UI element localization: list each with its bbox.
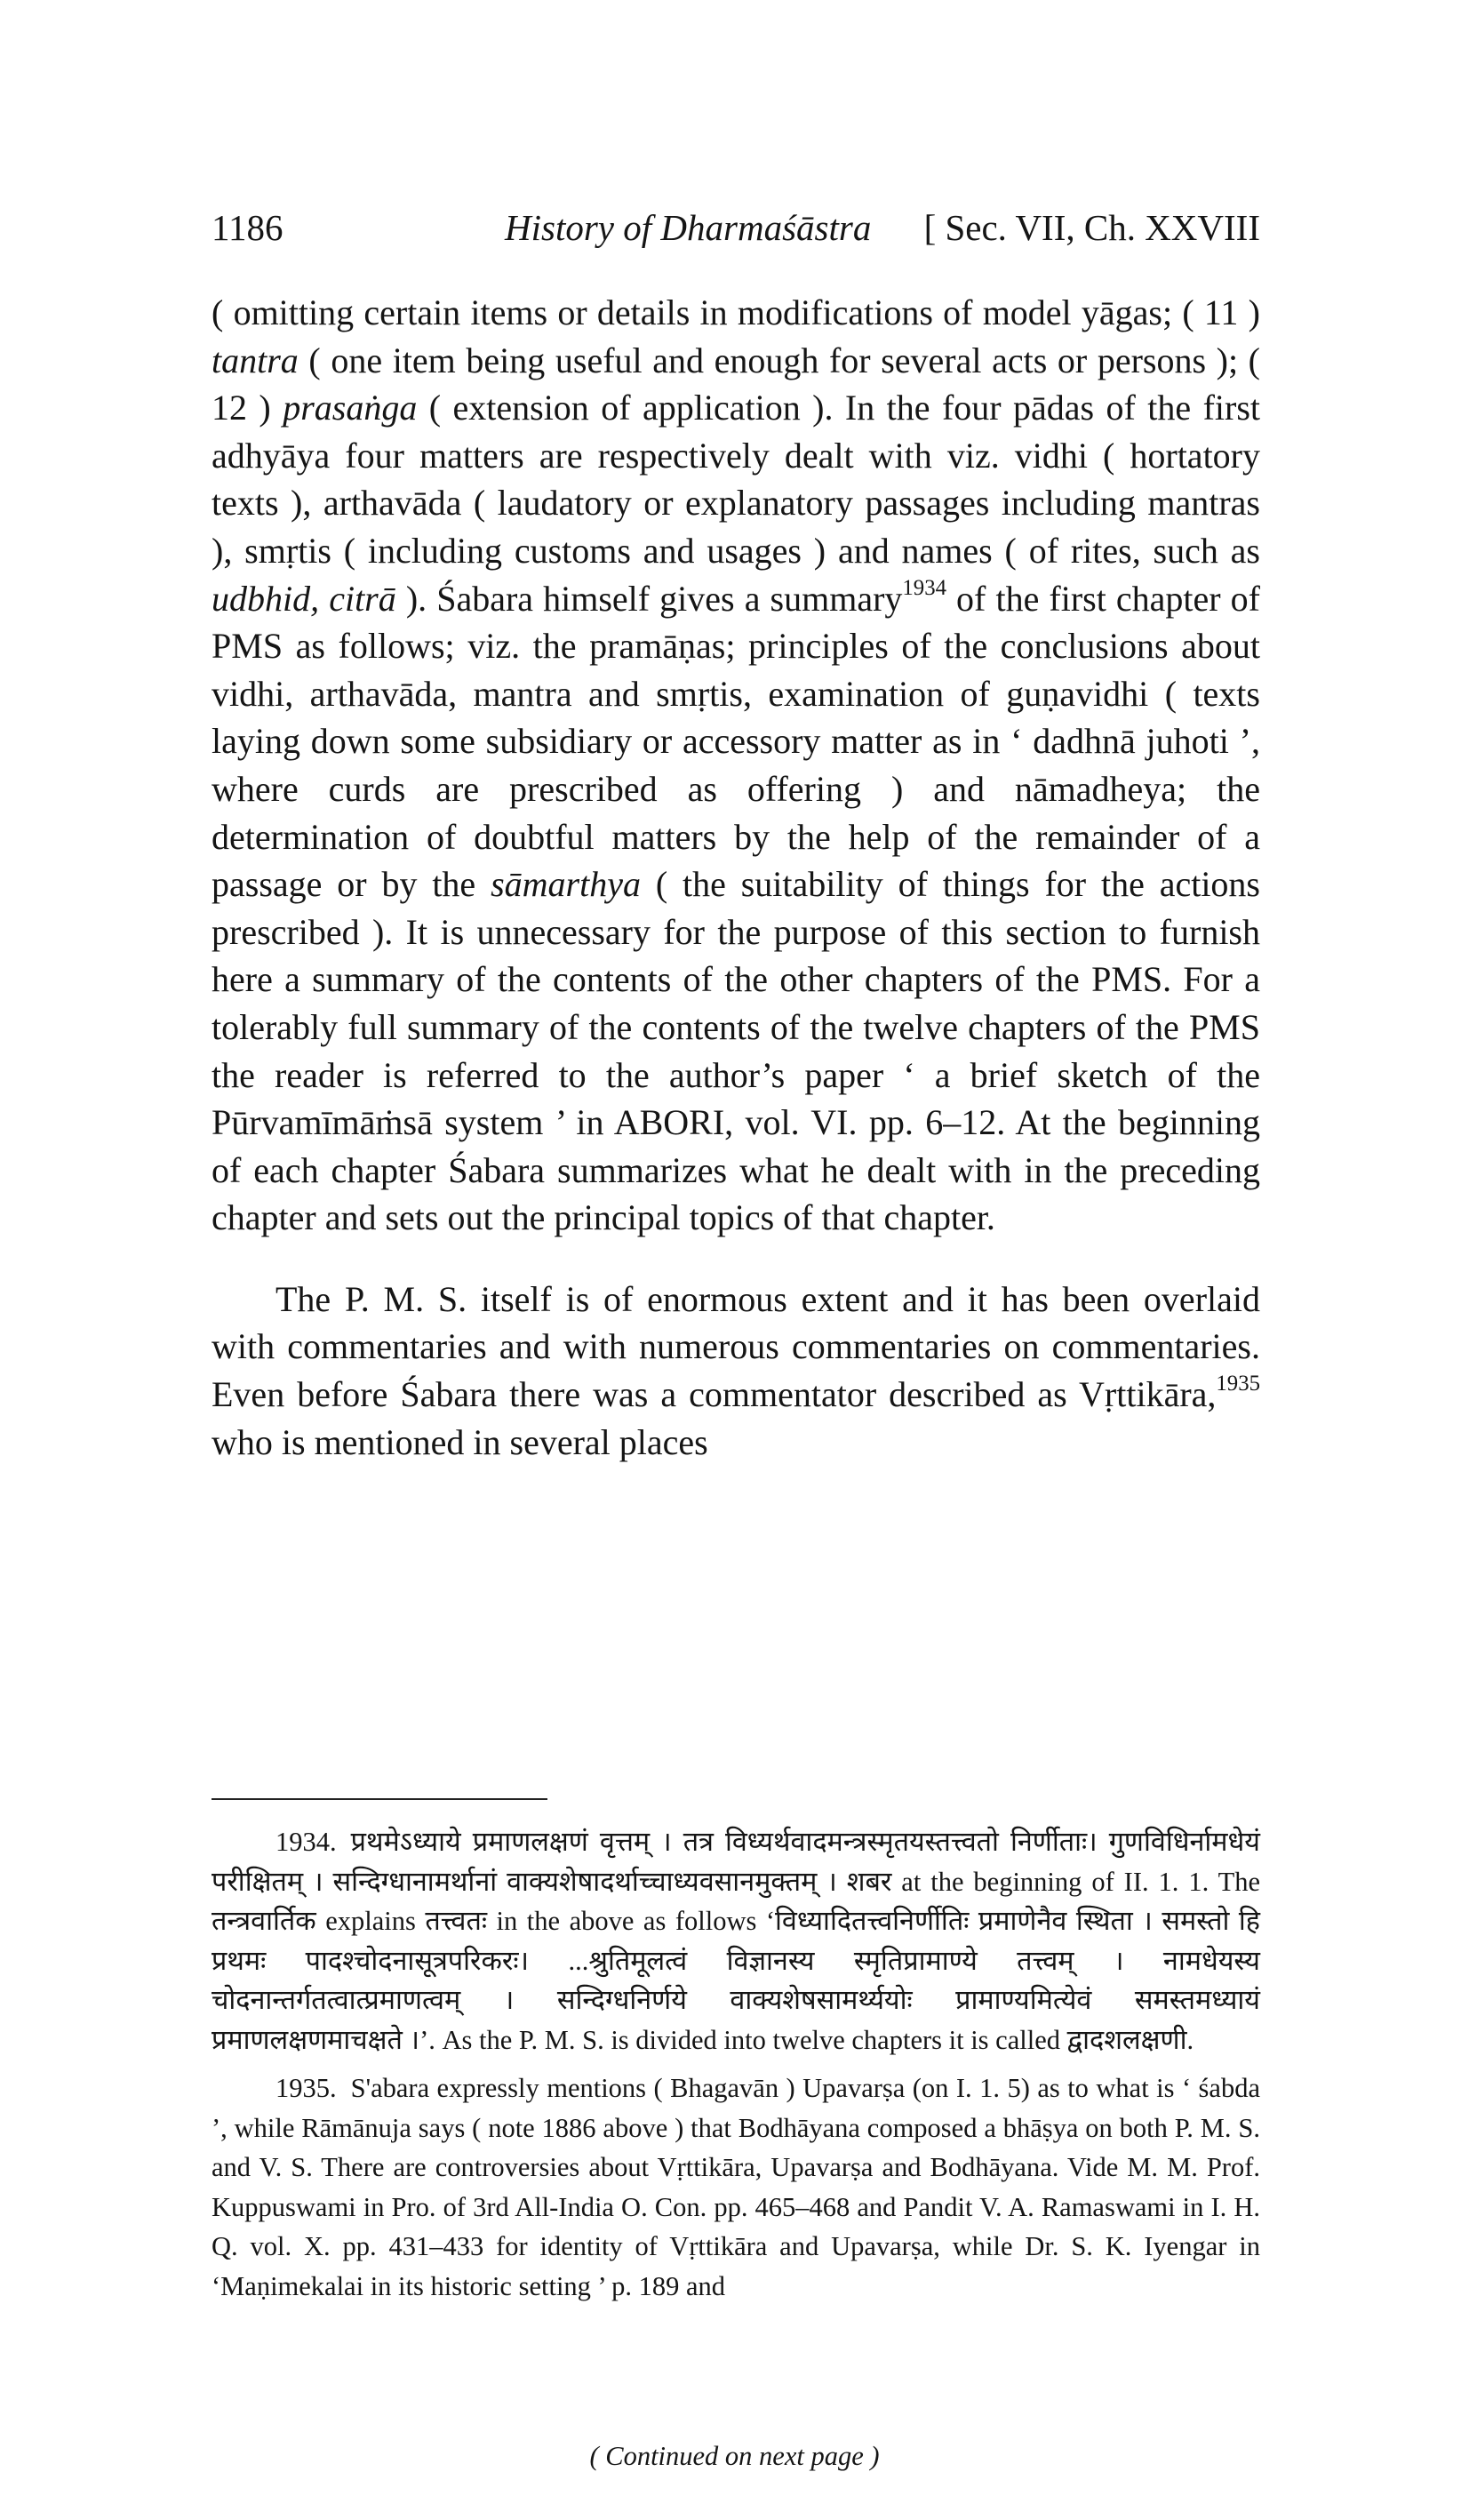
- text-run: ( omitting certain items or details in modifications of model yāgas; ( 11 ): [212, 292, 1260, 332]
- text-run: ( one item being useful and enough for several acts or persons ); ( 12 ): [212, 340, 1260, 428]
- text-run: who is mentioned in several places: [212, 1421, 708, 1462]
- text-run: The P. M. S. itself is of enormous extent and it has been overlaid with commentaries and with numerous commentaries on commentaries. Even before Śabara there was a commentator described as Vṛttikāra,: [212, 1278, 1260, 1415]
- italic-term-prasanga: prasaṅga: [283, 388, 418, 428]
- footnote-number: 1935.: [275, 2073, 337, 2103]
- footnote-1935: [212, 2068, 1260, 2306]
- italic-term-citra: citrā: [329, 578, 396, 619]
- footnote-1934: [212, 1822, 1260, 2060]
- section-chapter-label: [ Sec. VII, Ch. XXVIII: [923, 207, 1260, 248]
- footnote-number: 1934.: [275, 1827, 337, 1857]
- footnote-text: प्रथमेऽध्याये प्रमाणलक्षणं वृत्तम् । तत्र विध्यर्थवादमन्त्रस्मृतयस्तत्त्वतो निर्णीताः। गुणविधिर्नामधेयं परीक्षितम् । सन्दिग्धानामर्थानां वाक्यशेषादर्थाच्चाध्यवसानमुक्तम् । शबर at the beginning of II. 1. 1. The तन्त्रवार्तिक explains तत्त्वतः in the above as follows ‘विध्यादितत्त्वनिर्णीतिः प्रमाणेनैव स्थिता । समस्तो हि प्रथमः पादश्चोदनासूत्रपरिकरः। ...श्रुतिमूलत्वं विज्ञानस्य स्मृतिप्रामाण्ये तत्त्वम् । नामधेयस्य चोदनान्तर्गतत्वात्प्रमाणत्वम् । सन्दिग्धनिर्णये वाक्यशेषसामर्थ्ययोः प्रामाण्यमित्येवं समस्तमध्यायं प्रमाणलक्षणमाचक्षते ।’. As the P. M. S. is divided into twelve chapters it is called द्वादशलक्षणी.: [212, 1827, 1260, 2055]
- text-run: of the first chapter of PMS as follows; viz. the pramāṇas; principles of the conclusions about vidhi, arthavāda, mantra and smṛtis, examination of guṇavidhi ( texts laying down some subsidiary or accessory matter as in ‘ dadhnā juhoti ’, where curds are prescribed as offering ) and nāmadheya; the determination of doubtful matters by the help of the remainder of a passage or by the: [212, 578, 1260, 905]
- italic-term-samarthya: sāmarthya: [491, 864, 641, 905]
- italic-term-tantra: tantra: [212, 340, 299, 380]
- main-text: [212, 289, 1260, 1466]
- page-number: 1186: [212, 207, 283, 248]
- text-run: ,: [310, 578, 330, 619]
- paragraph-2: [212, 1276, 1260, 1466]
- text-run: ). Śabara himself gives a summary: [395, 578, 903, 619]
- paragraph-1: [212, 289, 1260, 1242]
- footnote-ref-1935: 1935: [1216, 1372, 1260, 1396]
- footnote-divider: [212, 1798, 547, 1800]
- running-header: [212, 206, 1260, 260]
- running-title: History of Dharmaśāstra: [505, 207, 872, 248]
- italic-term-udbhid: udbhid: [212, 578, 311, 619]
- footnote-ref-1934: 1934: [902, 575, 946, 600]
- text-run: ( extension of application ). In the four pādas of the first adhyāya four matters are respectively dealt with viz. vidhi ( hortatory texts ), arthavāda ( laudatory or explanatory passages including mantras ), smṛtis ( including customs and usages ) and names ( of rites, such as: [212, 388, 1260, 571]
- footnote-text: S'abara expressly mentions ( Bhagavān ) Upavarṣa (on I. 1. 5) as to what is ‘ śabda ’, while Rāmānuja says ( note 1886 above ) that Bodhāyana composed a bhāṣya on both P. M. S. and V. S. There are controversies about Vṛttikāra, Upavarṣa and Bodhāyana. Vide M. M. Prof. Kuppuswami in Pro. of 3rd All-India O. Con. pp. 465–468 and Pandit V. A. Ramaswami in I. H. Q. vol. X. pp. 431–433 for identity of Vṛttikāra and Upavarṣa, while Dr. S. K. Iyengar in ‘Maṇimekalai in its historic setting ’ p. 189 and: [212, 2073, 1260, 2301]
- footnotes: [212, 1822, 1260, 2306]
- continued-note: ( Continued on next page ): [589, 2441, 880, 2471]
- text-run: ( the suitability of things for the actions prescribed ). It is unnecessary for the purpose of this section to furnish here a summary of the contents of the other chapters of the PMS. For a tolerably full summary of the contents of the twelve chapters of the PMS the reader is referred to the author’s paper ‘ a brief sketch of the Pūrvamīmāṁsā system ’ in ABORI, vol. VI. pp. 6–12. At the beginning of each chapter Śabara summarizes what he dealt with in the preceding chapter and sets out the principal topics of that chapter.: [212, 864, 1260, 1238]
